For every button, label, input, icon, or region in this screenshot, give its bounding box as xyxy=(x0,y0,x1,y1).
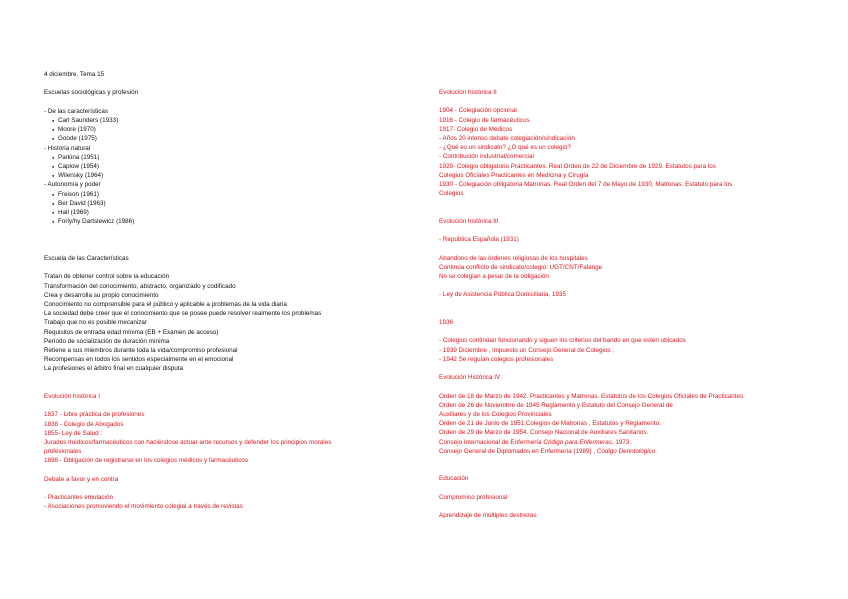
text-line xyxy=(439,438,799,447)
list-item: ● Hall (1969) xyxy=(44,208,404,217)
text-line: No se colegian a pesar de la obligación xyxy=(439,272,549,280)
text-line: - Practicantes emulación xyxy=(44,494,113,502)
text-line: 1838 - Colegio de Abogados xyxy=(44,420,124,428)
text-line: - Contribución industrial/comercial xyxy=(439,153,534,161)
autonomy-label: - Autonomía y poder xyxy=(44,181,101,189)
text-line: La sociedad debe creer que el conocimiento que se posee puede resolver realmente los problemas xyxy=(44,310,322,318)
law-line: - Ley de Asistencia Pública Domiciliaria, 1935 xyxy=(439,291,567,299)
list-item: ● Freison (1961) xyxy=(44,190,404,199)
evolution-4-heading: Evolución Histórica IV xyxy=(439,374,501,382)
list-item: ● Forly/hy Dartslewicz (1986) xyxy=(44,217,404,226)
list-item: ● Caplow (1954) xyxy=(44,162,404,171)
text-line: Colegios Oficiales Practicantes en Medicina y Cirugía xyxy=(439,171,589,179)
text-line: Tratan de obtener control sobre la educación xyxy=(44,273,170,281)
text-line: Auxiliares y de los Colegios Provinciales xyxy=(439,410,552,418)
text-line: 1929- Colegio obligatorio Practicantes. Real Orden de 22 de Diciembre de 1929. Estatutos para los xyxy=(439,162,716,170)
list-item: ● Wilensky (1964) xyxy=(44,171,404,180)
evolution-2-heading: Evolución histórica II xyxy=(439,89,497,96)
text-line: Continúa conflicto de sindicato/colegio: UGT/CNT/Falange xyxy=(439,263,603,271)
left-column xyxy=(44,0,404,512)
text-line: La profesiones el árbitro final en cualquier disputa xyxy=(44,365,183,373)
text-line: 1855- Ley de Salud : xyxy=(44,429,103,437)
text-line: Requisitos de entrada edad mínima (EB + Examen de acceso) xyxy=(44,328,219,336)
text-segment: Consejo Internacional de Enfermería xyxy=(439,438,544,446)
text-line: - ¿Qué es un sindicato? ¿O qué es un colegio? xyxy=(439,144,571,152)
debate-heading: Debate a favor y en contra xyxy=(44,475,119,483)
text-line: Crea y desarrolla su propio conocimiento xyxy=(44,291,159,299)
date-title: 4 diciembre. Tema 15 xyxy=(44,71,105,78)
text-line: Abandono de las órdenes religiosas de los hospitales xyxy=(439,254,588,262)
evolution-1-heading: Evolución histórica I xyxy=(44,392,100,400)
text-line: profesionales xyxy=(44,448,82,456)
right-column xyxy=(439,0,799,520)
text-segment-italic: Código para Enfermeras xyxy=(543,438,612,446)
text-line: 1904 - Colegiación opcional xyxy=(439,107,517,115)
natural-history-label: - Historia natural xyxy=(44,144,91,152)
text-line: - Años 20 intenso debate colegiación/sindicación xyxy=(439,135,575,142)
text-segment: Consejo General de Diplomados en Enfermería (1989) , xyxy=(439,447,597,455)
list-item: ● Carl Saunders (1933) xyxy=(44,116,404,125)
text-line: Transformación del conocimiento, abstracto, organizado y codificado xyxy=(44,282,236,290)
section2-heading: Escuela de las Características xyxy=(44,254,129,262)
text-line: 1837 - Libre práctica de profesiones xyxy=(44,411,145,419)
section1-heading: Escuelas sociológicas y profesión xyxy=(44,89,139,97)
text-segment-italic: Código Deontológico. xyxy=(596,447,658,455)
text-line: Compromiso profesional xyxy=(439,493,508,501)
text-line: Aprendizaje de múltiples destrezas xyxy=(439,512,537,520)
text-line: - 1942 Se regulan colegios profesionales xyxy=(439,355,554,363)
education-heading: Educación xyxy=(439,475,469,483)
text-line xyxy=(439,447,799,456)
text-line: 1898 - Obligación de registrarse en los colegios médicos y farmacéuticos xyxy=(44,457,249,465)
text-line: 1917- Colegio de Médicos xyxy=(439,125,513,133)
text-line: Conocimiento no comprensible para el público y aplicable a problemas de la vida diaria xyxy=(44,300,287,308)
list-item: ● Goode (1975) xyxy=(44,134,404,143)
text-line: Jurados médicos/farmacéuticos con haciéndose actuar ante recursos y defender los principios morales xyxy=(44,438,332,446)
text-line: Orden de 21 de Junio de 1951,Colegios de Matronas , Estatutos y Reglamento. xyxy=(439,420,661,428)
text-line: Orden de 29 de Marzo de 1954. Consejo Nacional de Auxiliares Sanitarios. xyxy=(439,429,649,437)
text-line: - Asociaciones promoviendo el movimiento colegial a través de revistas xyxy=(44,503,243,511)
year-1936: 1936 xyxy=(439,318,454,326)
text-segment: , 1973. xyxy=(611,438,632,446)
text-line: Retiene a sus miembros durante toda la vida/compromiso profesional xyxy=(44,347,238,354)
text-line: 1930 - Colegiación obligatoria Matronas. Real Orden del 7 de Mayo de 1930, Matronas. Estatuto para los xyxy=(439,181,733,189)
text-line: - 1939 Diciembre , impuesto un Consejo General de Colegios , xyxy=(439,346,615,354)
text-line: - Colegios continúan funcionando y siguen los criterios del bando en que estén ubicados xyxy=(439,337,686,345)
evolution-3-heading: Evolución histórica III xyxy=(439,217,499,225)
republic-line: - República Española (1931) xyxy=(439,236,519,244)
text-line: Orden de 26 de Noviembre de 1945 Reglamento y Estatuto del Consejo General de xyxy=(439,401,673,409)
characteristics-label: - De las características xyxy=(44,107,109,115)
list-item: ● Moore (1970) xyxy=(44,125,404,134)
text-line: 1916 - Colegio de farmacéuticos xyxy=(439,116,530,124)
text-line: Colegios xyxy=(439,190,464,198)
text-line: Trabajo que no es posible mecanizar xyxy=(44,319,148,327)
list-item: ● Ber David (1963) xyxy=(44,199,404,208)
text-line: Recompensas en todos los sentidos especialmente en el emocional xyxy=(44,356,234,364)
list-item: ● Parkina (1951) xyxy=(44,153,404,162)
text-line: Orden de 18 de Marzo de 1942. Practicantes y Matronas. Estatutos de los Colegios Oficiales de Practicantes. xyxy=(439,392,745,400)
text-line: Período de socialización de duración mínima xyxy=(44,337,170,345)
